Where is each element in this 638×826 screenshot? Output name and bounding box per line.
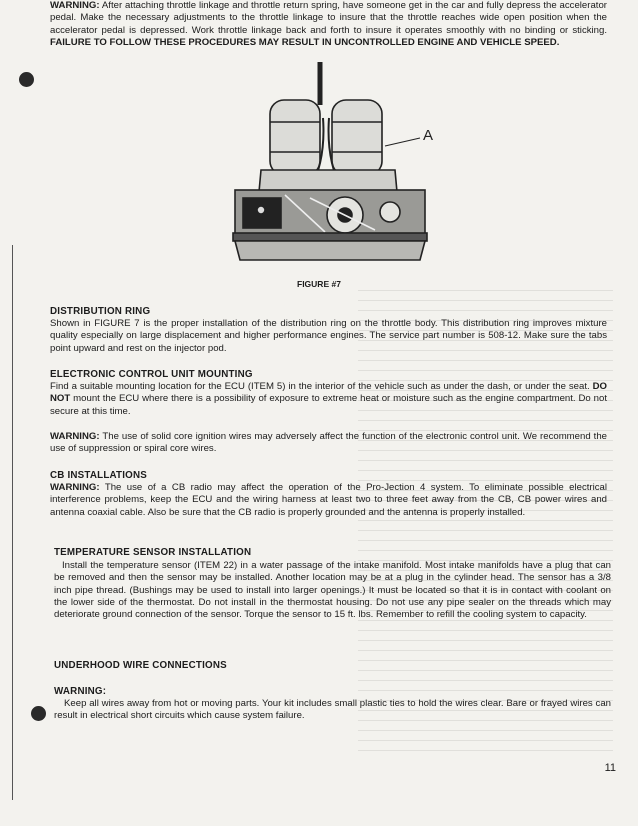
underhood-paragraph: Keep all wires away from hot or moving parts. Your kit includes small plastic ties to hold the wires clear. Bare or frayed wires can result in electrical short circuits which cause system failure. — [54, 698, 611, 722]
distribution-ring-text: Shown in FIGURE 7 is the proper installation of the distribution ring on the throttle body. This distribution ring improves mixture quality especially on large displacement and higher performance engines. The service part number is 508-12. Make sure the tabs point upward and rest on the injector pod. — [50, 318, 607, 354]
cb-warning-text: The use of a CB radio may affect the operation of the Pro-Jection 4 system. To eliminate possible electrical interference problems, keep the ECU and the wiring harness at least two to three feet away from the CB, CB power wires and antenna coaxial cable. Also be sure that the CB radio is properly grounded and the antenna is properly installed. — [50, 482, 607, 518]
temp-sensor-paragraph: Install the temperature sensor (ITEM 22) in a water passage of the intake manifold. Most intake manifolds have a plug that can be removed and then the sensor may be installed. Another location may be at a plug in the cylinder head. The sensor has a 3/8 inch pipe thread. (Bushings may be used to install into larger openings.) It must be located so that it is in contact with coolant on the lower side of the thermostat. Do not install in the thermostat housing. Do not use any pipe sealer on the threads which may deteriorate ground connection of the sensor. Torque the sensor to 15 ft. lbs. Remember to refill the cooling system to capacity. — [54, 560, 611, 621]
throttle-body-figure — [225, 60, 455, 270]
page-number: 11 — [604, 762, 616, 774]
binder-hole-top — [19, 72, 34, 87]
warning-label: WARNING: — [50, 0, 100, 11]
page-edge-line — [12, 245, 13, 800]
cb-heading: CB INSTALLATIONS — [50, 470, 147, 481]
temp-sensor-heading: TEMPERATURE SENSOR INSTALLATION — [54, 547, 252, 558]
figure-callout-a: A — [423, 127, 434, 144]
cb-warning — [50, 482, 607, 519]
underhood-heading: UNDERHOOD WIRE CONNECTIONS — [54, 660, 227, 671]
warning-throttle-paragraph — [50, 0, 607, 49]
warning-text: After attaching throttle linkage and throttle return spring, have someone get in the car and fully depress the accelerator pedal. Make the necessary adjustments to the throttle linkage to insure that the throttle reaches wide open position when the accelerator pedal is depressed. Work throttle linkage back and forth to insure it operates smoothly with no binding or sticking. — [50, 0, 607, 36]
distribution-ring-heading: DISTRIBUTION RING — [50, 306, 151, 317]
ecu-text-a: Find a suitable mounting location for the ECU (ITEM 5) in the interior of the vehicle such as under the dash, or under the seat. — [50, 381, 590, 392]
ecu-text-b: mount the ECU where there is a possibility of exposure to extreme heat or moisture such as the engine compartment. Do not secure at this time. — [50, 393, 607, 417]
ignition-warning-text: The use of solid core ignition wires may adversely affect the function of the electronic control unit. We recommend the use of suppression or spiral core wires. — [50, 431, 607, 455]
ecu-heading: ELECTRONIC CONTROL UNIT MOUNTING — [50, 369, 253, 380]
temp-sensor-text — [54, 560, 611, 621]
ecu-do-not: DO NOT — [50, 381, 607, 405]
figure-caption: FIGURE #7 — [297, 279, 341, 289]
ecu-text — [50, 381, 607, 418]
underhood-warning-label: WARNING: — [54, 686, 107, 697]
cb-warning-label: WARNING: — [50, 482, 100, 493]
ignition-warning — [50, 431, 607, 456]
ignition-warning-label: WARNING: — [50, 431, 100, 442]
bleed-through-texture — [358, 290, 613, 760]
underhood-text — [54, 698, 611, 723]
warning-bold-text: FAILURE TO FOLLOW THESE PROCEDURES MAY RESULT IN UNCONTROLLED ENGINE AND VEHICLE SPEED. — [50, 36, 560, 48]
binder-hole-bottom — [31, 706, 46, 721]
